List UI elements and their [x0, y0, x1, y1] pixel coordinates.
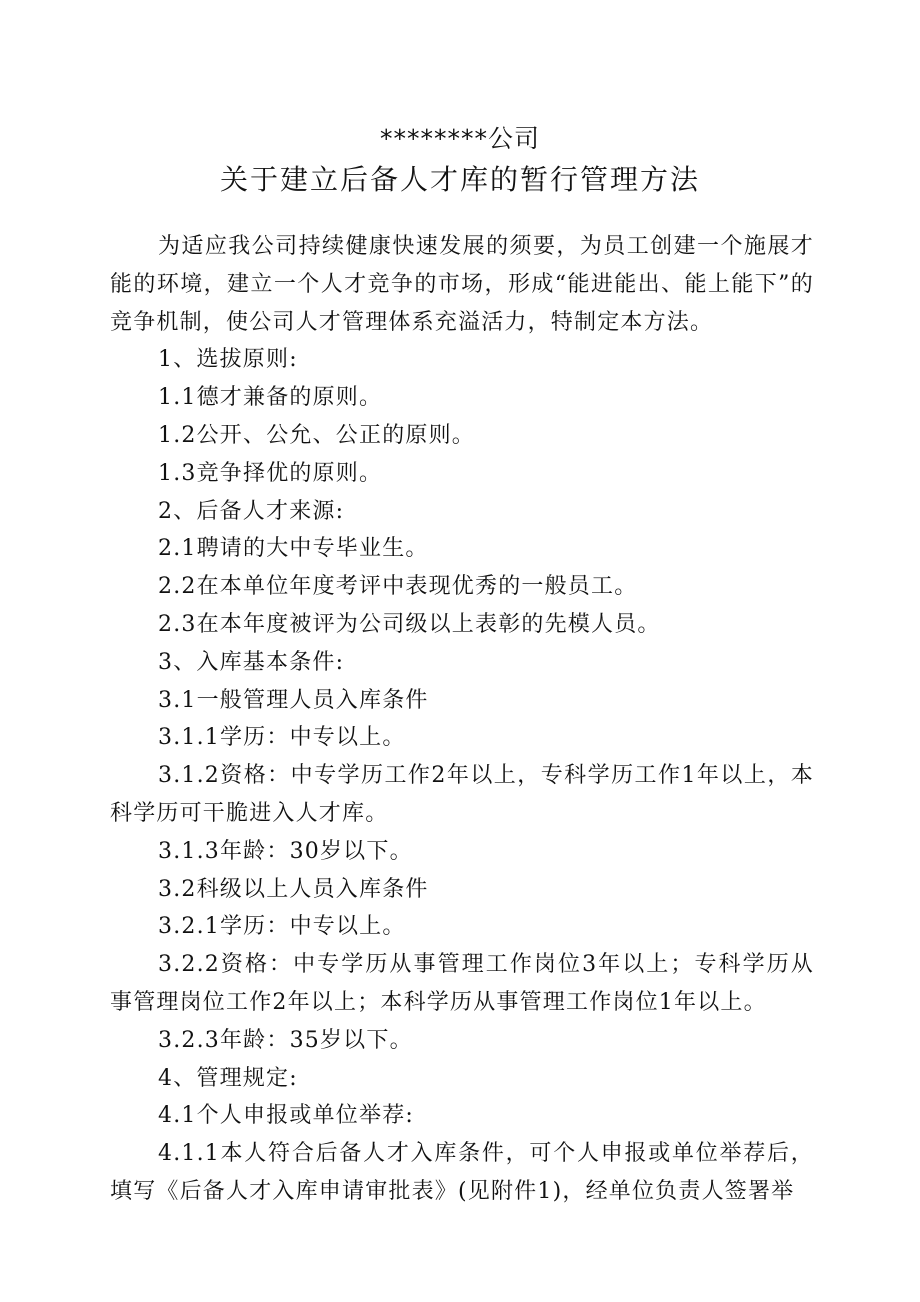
clause-3-2-2: 3.2.2资格：中专学历从事管理工作岗位3年以上；专科学历从事管理岗位工作2年以上；本科学历从事管理工作岗位1年以上。: [110, 952, 814, 1015]
clause-2-1: 2.1聘请的大中专毕业生。: [158, 536, 429, 562]
clause-3-1-2: 3.1.2资格：中专学历工作2年以上，专科学历工作1年以上，本科学历可干脆进入人才库。: [110, 763, 814, 826]
section-heading-1: 1、选拔原则:: [158, 347, 298, 373]
company-title: ********公司: [379, 124, 540, 153]
clause-4-1-1: 4.1.1本人符合后备人才入库条件，可个人申报或单位举荐后，填写《后备人才入库申请审批表》(见附件1)，经单位负责人签署举: [110, 1141, 814, 1204]
section-heading-4: 4、管理规定:: [158, 1065, 298, 1091]
clause-1-2: 1.2公开、公允、公正的原则。: [158, 422, 475, 448]
document-title: 关于建立后备人才库的暂行管理方法: [219, 163, 700, 196]
clause-3-2-3: 3.2.3年龄：35岁以下。: [158, 1027, 413, 1053]
clause-3-1-1: 3.1.1学历：中专以上。: [158, 725, 406, 751]
clause-4-1: 4.1个人申报或单位举荐:: [158, 1103, 415, 1129]
clause-1-3: 1.3竞争择优的原则。: [158, 460, 383, 486]
clause-1-1: 1.1德才兼备的原则。: [158, 385, 383, 411]
intro-paragraph: 为适应我公司持续健康快速发展的须要，为员工创建一个施展才能的环境，建立一个人才竞争的市场，形成“能进能出、能上能下”的竞争机制，使公司人才管理体系充溢活力，特制定本方法。: [110, 234, 814, 335]
clause-2-2: 2.2在本单位年度考评中表现优秀的一般员工。: [158, 574, 638, 600]
clause-3-1: 3.1一般管理人员入库条件: [158, 687, 429, 713]
document-body: [110, 228, 814, 1211]
section-heading-2: 2、后备人才来源:: [158, 498, 345, 524]
section-heading-3: 3、入库基本条件:: [158, 649, 345, 675]
clause-3-1-3: 3.1.3年龄：30岁以下。: [158, 838, 413, 864]
clause-3-2: 3.2科级以上人员入库条件: [158, 876, 429, 902]
clause-3-2-1: 3.2.1学历：中专以上。: [158, 914, 406, 940]
clause-2-3: 2.3在本年度被评为公司级以上表彰的先模人员。: [158, 611, 661, 637]
